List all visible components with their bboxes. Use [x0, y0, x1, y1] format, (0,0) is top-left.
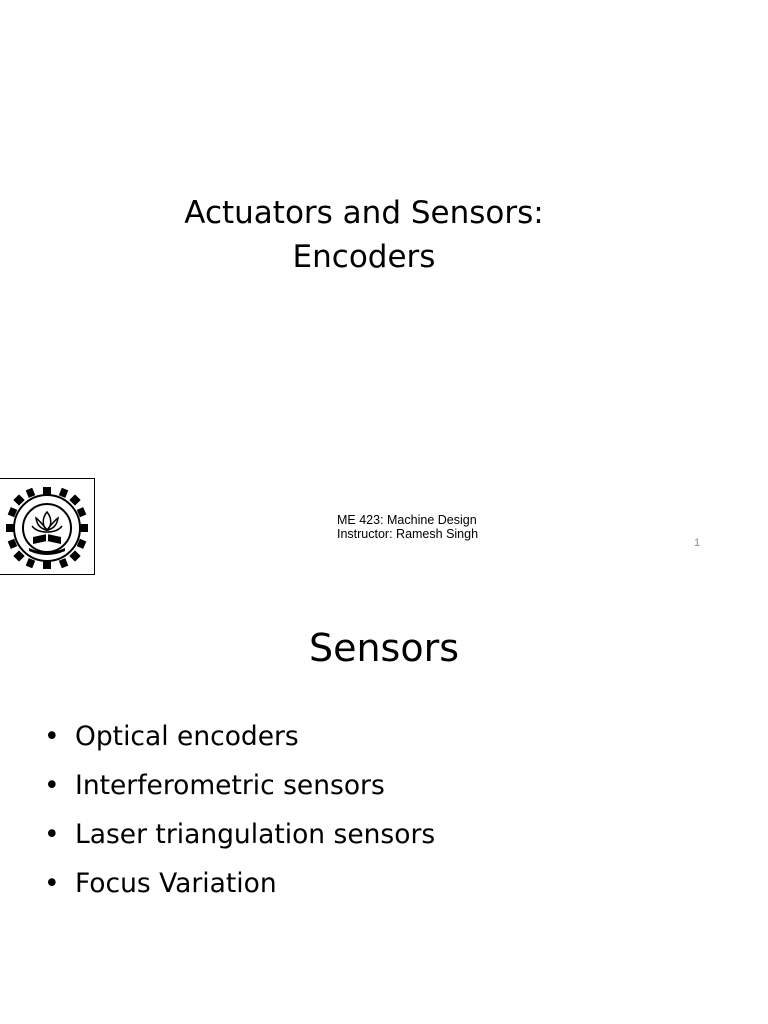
- slide-title: [0, 191, 728, 279]
- instructor-name: Instructor: Ramesh Singh: [337, 527, 479, 541]
- slide-footer: [337, 513, 478, 541]
- institute-logo: [0, 478, 95, 575]
- slide-2: [0, 576, 768, 1024]
- slide-number: 1: [694, 537, 701, 549]
- list-item: • Focus Variation: [44, 859, 435, 908]
- list-item: • Optical encoders: [44, 712, 435, 761]
- bullet-list: [44, 712, 435, 908]
- institute-gear-emblem-icon: [2, 482, 92, 574]
- list-item: • Interferometric sensors: [44, 761, 435, 810]
- slide-title: Sensors: [308, 626, 460, 670]
- course-name: ME 423: Machine Design: [337, 513, 477, 527]
- list-item: • Laser triangulation sensors: [44, 810, 435, 859]
- title-line-2: Encoders: [292, 239, 436, 275]
- title-line-1: Actuators and Sensors:: [184, 195, 544, 231]
